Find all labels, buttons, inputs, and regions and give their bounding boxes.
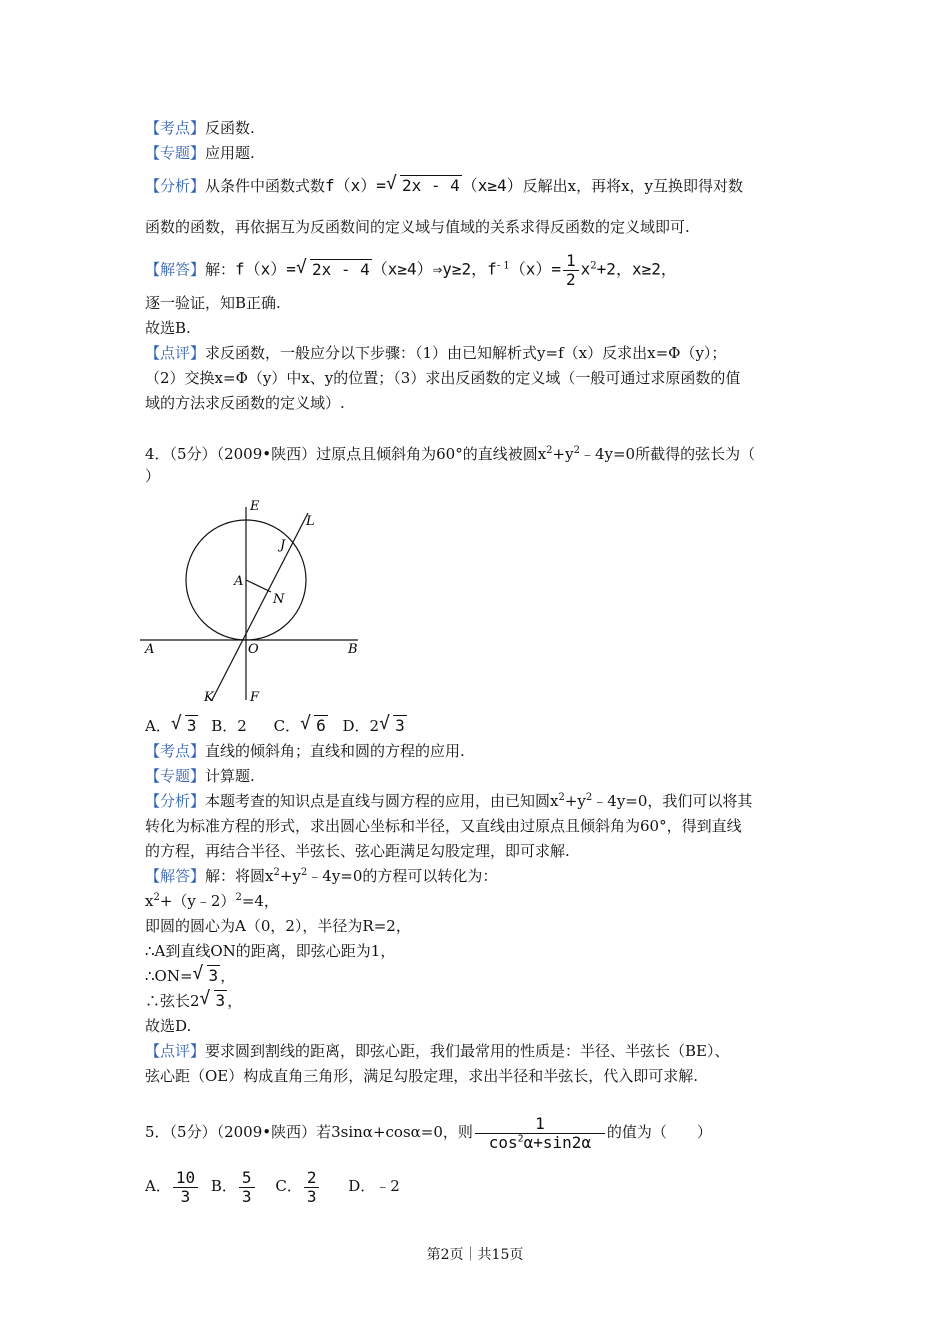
label-a-left: A: [145, 642, 155, 657]
eq-text: ，: [227, 992, 243, 1010]
formula: f（x）=: [325, 176, 386, 195]
radicand: 3: [215, 991, 226, 1010]
eq-text: ∴弦长2: [145, 992, 200, 1010]
q3-dianping: [145, 343, 726, 363]
denominator-text: cos: [488, 1132, 518, 1152]
radicand: 2x - 4: [401, 176, 460, 195]
fenxi-text: +y: [564, 792, 586, 810]
q4-zhuanti: [145, 766, 255, 786]
fraction: [173, 1169, 198, 1206]
denominator: [475, 1134, 605, 1152]
formula: x: [580, 259, 591, 279]
zhuanti-text: 应用题.: [205, 144, 255, 162]
denominator: 3: [306, 1186, 317, 1206]
fenxi-text: 从条件中函数式数: [205, 177, 326, 195]
jieda-text: ﹣4y=0的方程可以转化为：: [307, 867, 498, 885]
fenxi-tag: 【分析】: [145, 177, 206, 195]
stem-text: 4．（5分）（2009•陕西）过原点且倾斜角为60°的直线被圆x: [145, 445, 547, 463]
formula: （x）=: [509, 259, 562, 279]
numerator: 10: [173, 1169, 198, 1188]
jieda-text: 解：: [205, 260, 236, 279]
label-f: F: [250, 690, 260, 705]
kaodian-tag: 【考点】: [145, 119, 206, 137]
q4-stem-line2: ）: [145, 467, 161, 485]
option-c: C．: [275, 1177, 302, 1195]
fraction: [304, 1169, 320, 1206]
superscript: 2: [573, 445, 580, 456]
radicand: 6: [316, 716, 326, 735]
fraction: [239, 1169, 255, 1206]
q3-kaodian: [145, 118, 255, 138]
circle-line-figure: [140, 495, 370, 710]
label-o: O: [248, 642, 259, 657]
radicand: 2x - 4: [311, 259, 370, 279]
superscript: 2: [558, 792, 565, 803]
label-a-center: A: [234, 574, 244, 589]
segment-an: [246, 580, 271, 592]
eq-text: x: [145, 892, 154, 910]
q4-eq3: ∴A到直线ON的距离，即弦心距为1，: [145, 942, 396, 960]
superscript: 2: [585, 792, 593, 803]
superscript: 2: [273, 867, 280, 878]
q4-dianping-line2: 弦心距（OE）构成直角三角形，满足勾股定理，求出半径和半弦长，代入即可求解.: [145, 1067, 699, 1085]
q4-fenxi-line2: 转化为标准方程的形式，求出圆心坐标和半径，又直线由过原点且倾斜角为60°，得到直线: [145, 817, 742, 835]
q4-stem: [145, 444, 755, 464]
dianping-tag: 【点评】: [145, 344, 206, 362]
denominator: 2: [566, 270, 576, 289]
numerator: 1: [475, 1115, 605, 1134]
q5-options: [145, 1166, 400, 1206]
sqrt: [300, 716, 328, 736]
option-b: B．: [210, 1177, 237, 1195]
stem-text: 的值为（ ）: [606, 1123, 712, 1141]
page-footer: 第2页｜共15页: [426, 1247, 524, 1263]
zhuanti-tag: 【专题】: [145, 767, 206, 785]
sqrt: [193, 966, 221, 986]
radicand: 3: [395, 716, 405, 735]
formula: f: [487, 259, 497, 279]
superscript: 2: [546, 445, 553, 456]
q4-choose: 故选D.: [145, 1017, 192, 1035]
denominator: 3: [180, 1186, 191, 1206]
q5-stem: [145, 1112, 712, 1152]
kaodian-tag: 【考点】: [145, 742, 206, 760]
eq-text: ∴ON=: [145, 967, 193, 985]
dianping-text: 求反函数，一般应分以下步骤：（1）由已知解析式y=f（x）反求出x=Φ（y）；: [205, 344, 727, 362]
numerator: 5: [239, 1169, 255, 1188]
q4-eq2: 即圆的圆心为A（0，2），半径为R=2，: [145, 917, 411, 935]
q4-fenxi: [145, 791, 752, 811]
numerator: 1: [563, 252, 579, 271]
denominator: 3: [241, 1186, 252, 1206]
formula: f（x）=: [235, 259, 296, 279]
dianping-tag: 【点评】: [145, 1042, 206, 1060]
sqrt: [296, 260, 372, 280]
label-j: J: [280, 538, 286, 553]
eq-text: =4，: [241, 892, 279, 910]
fenxi-text: ﹣4y=0，我们可以将其: [592, 792, 753, 810]
zhuanti-text: 计算题.: [205, 767, 255, 785]
jieda-text: +y: [279, 867, 301, 885]
q3-verify: 逐一验证，知B正确.: [145, 294, 281, 312]
superscript: - 1: [496, 260, 510, 272]
label-k: K: [204, 690, 214, 705]
option-d: D．﹣2: [348, 1177, 400, 1195]
option-c: C．: [273, 717, 301, 735]
sqrt: [171, 716, 199, 736]
q3-fenxi-line2: 函数的函数，再依据互为反函数间的定义域与值域的关系求得反函数的定义域即可.: [145, 218, 690, 236]
fenxi-text: 本题考查的知识点是直线与圆方程的应用，由已知圆x: [205, 792, 559, 810]
sqrt: [200, 991, 228, 1011]
numerator: 2: [304, 1169, 320, 1188]
label-l: L: [306, 514, 315, 529]
stem-text: ﹣4y=0所截得的弦长为（: [579, 445, 756, 463]
formula: +2，x≥2，: [596, 259, 677, 279]
fenxi-tag: 【分析】: [145, 792, 206, 810]
q3-jieda: [145, 252, 677, 289]
q4-kaodian: [145, 741, 465, 761]
option-d: D．2: [342, 717, 380, 735]
q4-eq4: [145, 966, 235, 986]
eq-text: +（y﹣2）: [159, 892, 236, 910]
q4-dianping: [145, 1041, 730, 1061]
jieda-tag: 【解答】: [145, 867, 206, 885]
q4-jieda: [145, 866, 497, 886]
option-a: A．: [145, 1177, 171, 1195]
superscript: 2: [235, 892, 242, 903]
denominator-text: α+sin2α: [523, 1132, 592, 1152]
q3-dianping-line3: 域的方法求反函数的定义域）.: [145, 394, 345, 412]
formula: （x≥4）⇒y≥2，: [371, 259, 488, 279]
q3-choose: 故选B.: [145, 319, 191, 337]
label-n: N: [273, 592, 285, 607]
option-a: A．: [145, 717, 171, 735]
q3-dianping-line2: （2）交换x=Φ（y）中x、y的位置；（3）求出反函数的定义域（一般可通过求原函数的值: [145, 369, 741, 387]
q3-zhuanti: [145, 143, 255, 163]
radicand: 3: [186, 716, 197, 735]
dianping-text: 要求圆到割线的距离，即弦心距，我们最常用的性质是：半径、半弦长（BE）、: [205, 1042, 730, 1060]
eq-text: ，: [220, 967, 236, 985]
kaodian-text: 反函数.: [205, 119, 255, 137]
sqrt: [386, 176, 462, 196]
kaodian-text: 直线的倾斜角；直线和圆的方程的应用.: [205, 742, 465, 760]
superscript: 2: [517, 1133, 524, 1145]
q4-options: [145, 716, 407, 736]
sqrt: [379, 716, 407, 736]
q4-eq5: [145, 991, 242, 1011]
superscript: 2: [590, 260, 597, 272]
superscript: 2: [300, 867, 308, 878]
line-kl: [212, 513, 308, 700]
q4-fenxi-line3: 的方程，再结合半径、半弦长、弦心距满足勾股定理，即可求解.: [145, 842, 570, 860]
q4-eq1: [145, 891, 279, 911]
condition: （x≥4）: [461, 176, 523, 195]
label-e: E: [250, 499, 260, 514]
label-b: B: [348, 642, 358, 657]
fraction: [563, 252, 579, 289]
jieda-text: 解：将圆x: [205, 867, 274, 885]
zhuanti-tag: 【专题】: [145, 144, 206, 162]
stem-text: 5．（5分）（2009•陕西）若3sinα+cosα=0，则: [145, 1123, 473, 1141]
radicand: 3: [208, 966, 219, 985]
superscript: 2: [153, 892, 160, 903]
option-b: B．2: [211, 717, 247, 735]
stem-text: +y: [552, 445, 574, 463]
jieda-tag: 【解答】: [145, 260, 206, 279]
fraction: [475, 1115, 605, 1152]
fenxi-text: 反解出x，再将x，y互换即得对数: [522, 177, 744, 195]
q3-fenxi: [145, 176, 743, 196]
